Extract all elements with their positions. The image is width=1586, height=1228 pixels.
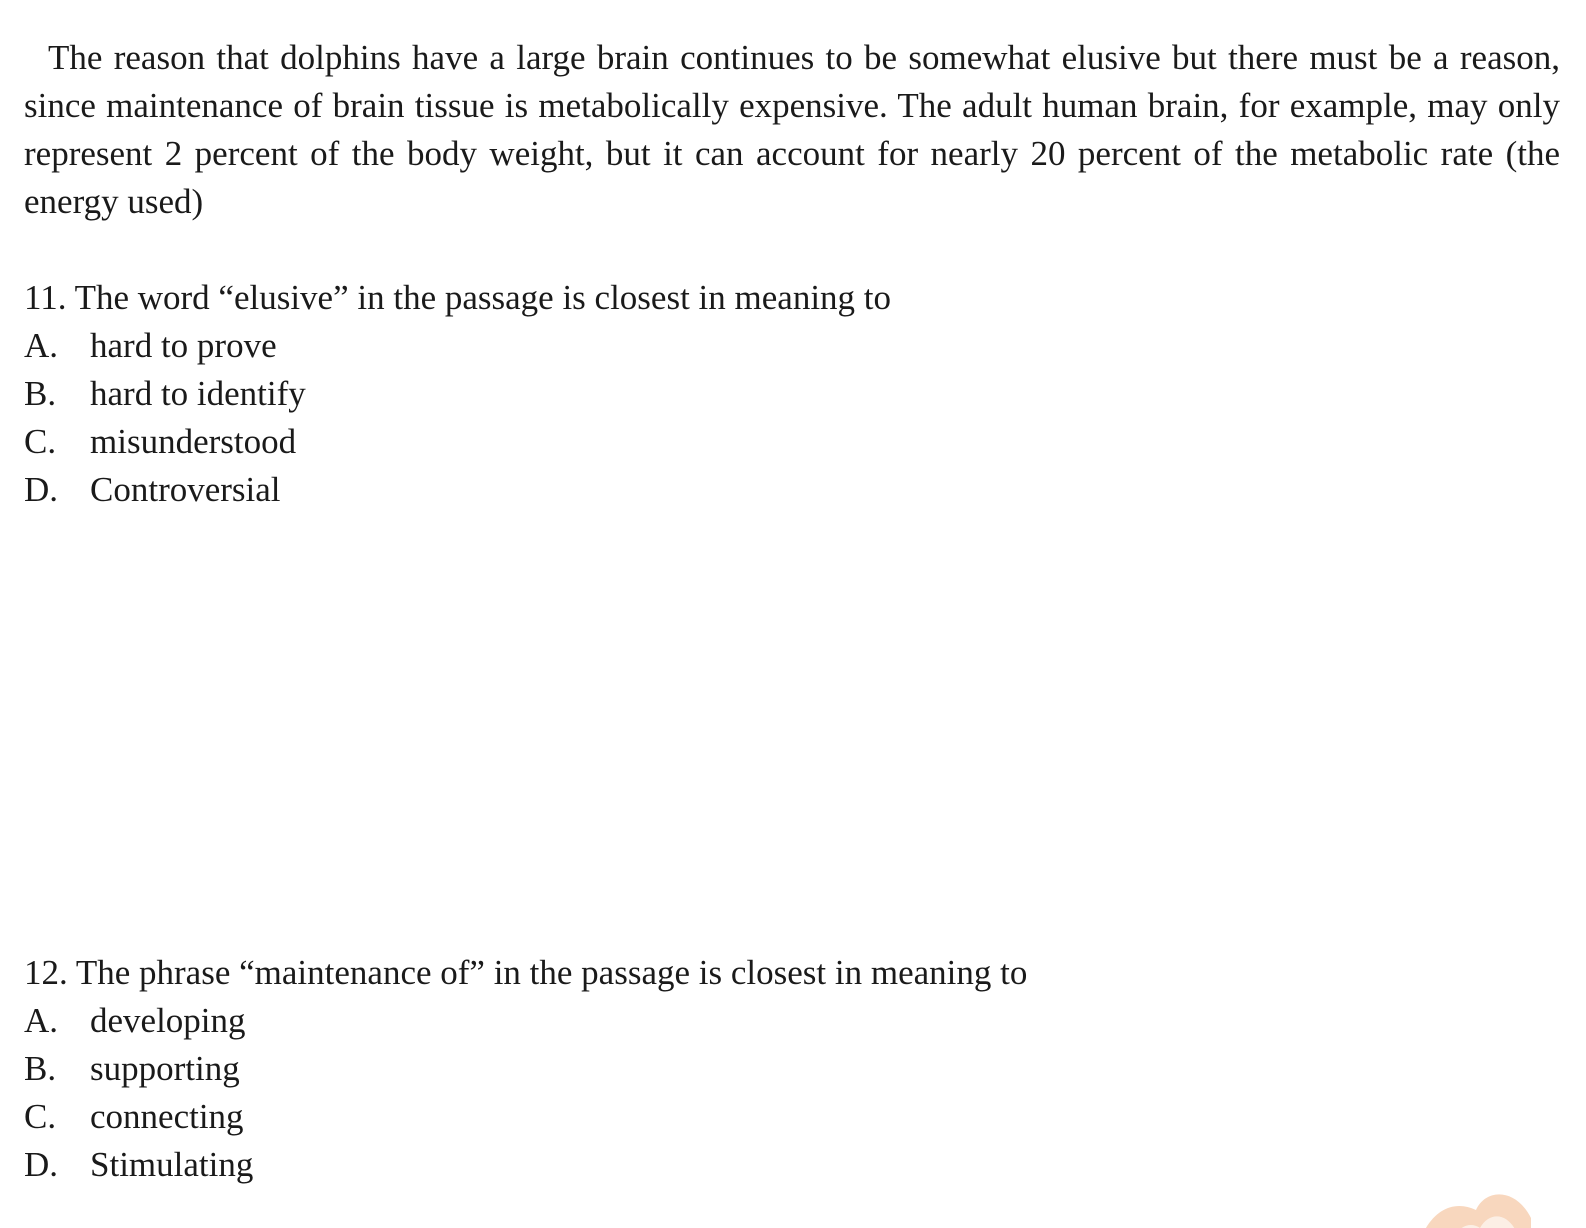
option-text: Stimulating — [90, 1145, 254, 1184]
option-text: misunderstood — [90, 422, 297, 461]
option-letter: C. — [24, 422, 57, 461]
option-text: Controversial — [90, 470, 281, 509]
question-stem: 11. The word “elusive” in the passage is closest in meaning to — [24, 278, 892, 317]
passage-text: The reason that dolphins have a large brain continues to be somewhat elusive but there must be a reason, since maintenance of brain tissue is metabolically expensive. The adult human brain, for example, may only represent 2 percent of the body weight, but it can account for nearly 20 percent of the metabolic rate (the energy used) — [24, 38, 1560, 221]
watermark-logo-icon — [1406, 1158, 1546, 1228]
option-c — [24, 1093, 1524, 1141]
option-text: hard to identify — [90, 374, 306, 413]
option-text: connecting — [90, 1097, 244, 1136]
option-text: hard to prove — [90, 326, 277, 365]
option-c — [24, 418, 1524, 466]
option-d — [24, 466, 1524, 514]
option-letter: C. — [24, 1097, 57, 1136]
option-b — [24, 1045, 1524, 1093]
option-letter: B. — [24, 374, 57, 413]
option-text: supporting — [90, 1049, 240, 1088]
question-11 — [24, 274, 1524, 514]
option-letter: A. — [24, 1001, 59, 1040]
option-letter: A. — [24, 326, 59, 365]
option-a — [24, 322, 1524, 370]
question-12 — [24, 949, 1524, 1189]
option-letter: D. — [24, 470, 59, 509]
option-a — [24, 997, 1524, 1045]
question-stem: 12. The phrase “maintenance of” in the passage is closest in meaning to — [24, 953, 1028, 992]
option-letter: D. — [24, 1145, 59, 1184]
option-text: developing — [90, 1001, 246, 1040]
option-letter: B. — [24, 1049, 57, 1088]
option-b — [24, 370, 1524, 418]
option-d — [24, 1141, 1524, 1189]
